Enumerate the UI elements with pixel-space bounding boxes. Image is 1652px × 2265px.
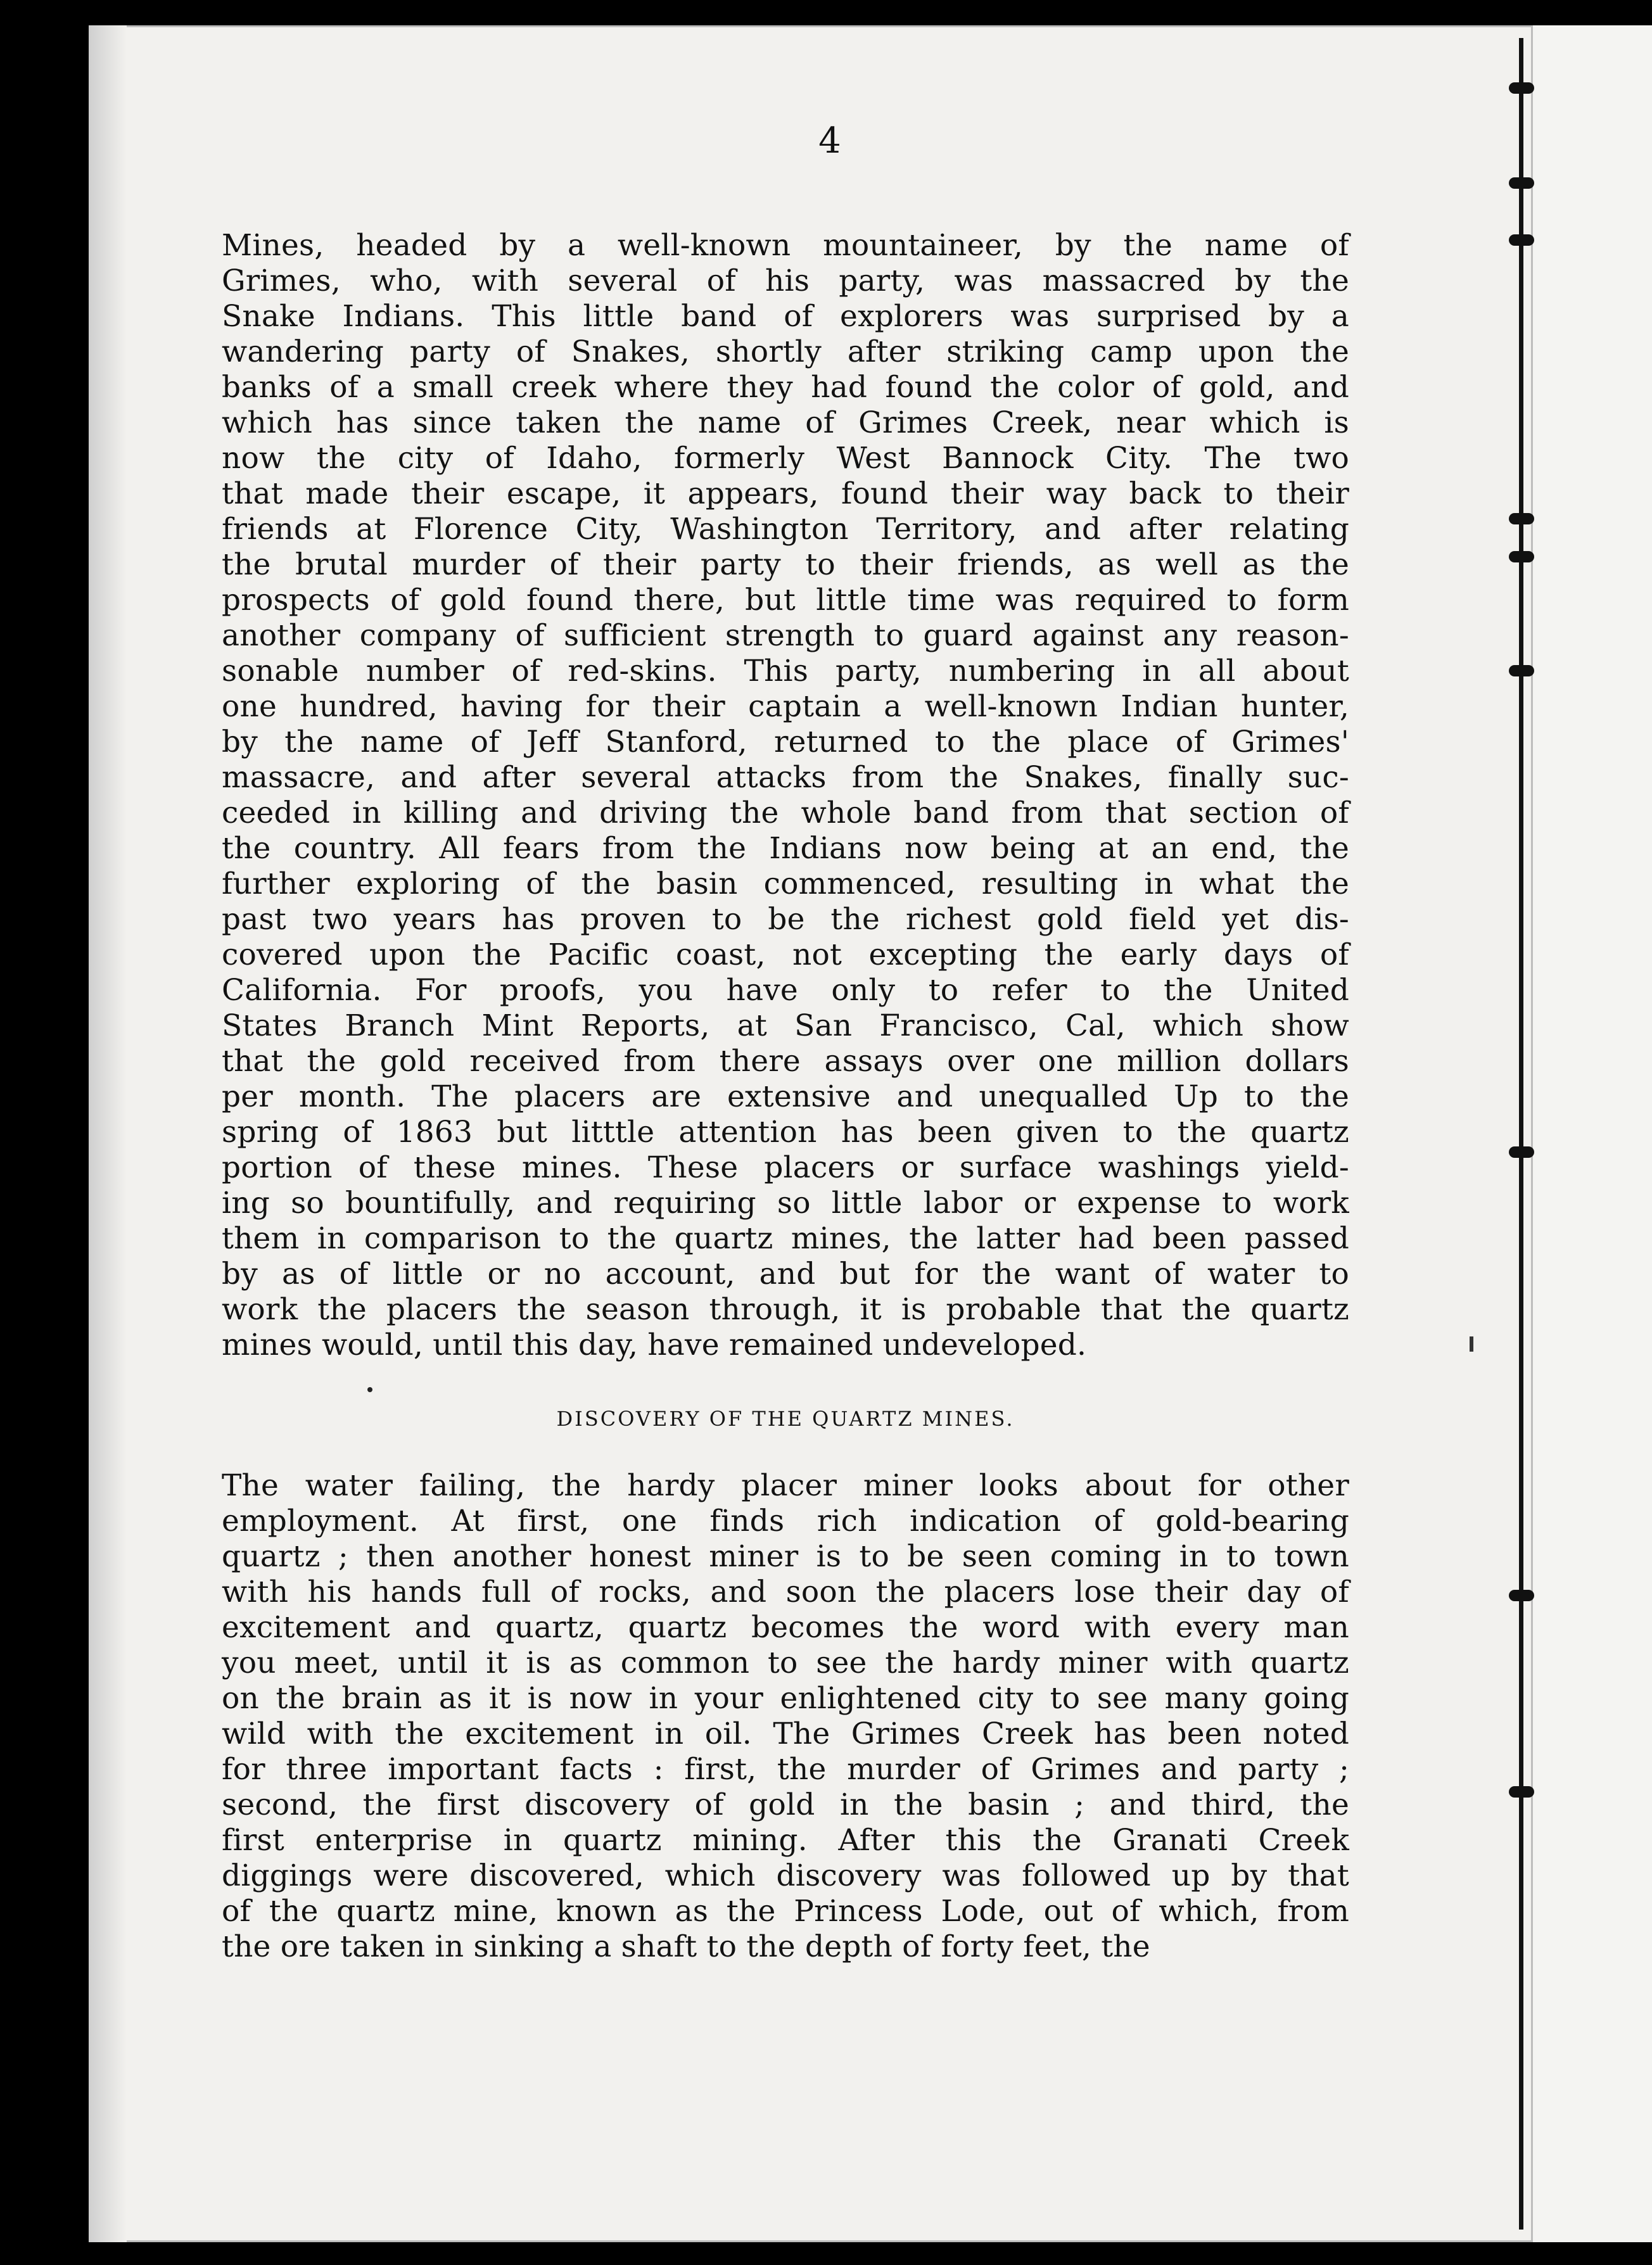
text-line: Mines, headed by a well-known mountaineer, by the name of [222, 228, 1349, 263]
ink-dot [367, 1387, 372, 1392]
text-line: quartz ; then another honest miner is to be seen coming in to town [222, 1539, 1349, 1574]
text-line: further exploring of the basin commenced, resulting in what the [222, 866, 1349, 901]
text-line: the brutal murder of their party to their friends, as well as the [222, 547, 1349, 582]
facing-page-edge [1533, 25, 1652, 2242]
text-line: prospects of gold found there, but little time was required to form [222, 583, 1349, 618]
text-line: friends at Florence City, Washington Territory, and after relating [222, 512, 1349, 547]
text-line: by as of little or no account, and but for the want of water to [222, 1257, 1349, 1291]
text-line: employment. At first, one finds rich indication of gold-bearing [222, 1504, 1349, 1539]
text-line: banks of a small creek where they had found the color of gold, and [222, 370, 1349, 405]
text-line: one hundred, having for their captain a well-known Indian hunter, [222, 689, 1349, 724]
stitch-knot [1509, 1786, 1534, 1798]
paragraph-2 [222, 1468, 1349, 1965]
text-line: California. For proofs, you have only to refer to the United [222, 973, 1349, 1008]
text-line: massacre, and after several attacks from the Snakes, finally suc- [222, 760, 1349, 795]
stitch-knot [1509, 551, 1534, 562]
section-heading: DISCOVERY OF THE QUARTZ MINES. [556, 1407, 1015, 1431]
text-line: mines would, until this day, have remained undeveloped. [222, 1328, 1087, 1362]
stitch-knot [1509, 513, 1534, 524]
margin-mark [1470, 1336, 1473, 1352]
text-line: that made their escape, it appears, found their way back to their [222, 476, 1349, 511]
text-line: spring of 1863 but litttle attention has been given to the quartz [222, 1115, 1349, 1150]
page-shadow [89, 25, 127, 2242]
text-line: States Branch Mint Reports, at San Francisco, Cal, which show [222, 1008, 1349, 1043]
text-line: The water failing, the hardy placer miner looks about for other [222, 1468, 1349, 1503]
text-line: the ore taken in sinking a shaft to the depth of forty feet, the [222, 1929, 1150, 1964]
paragraph-1 [222, 228, 1349, 1363]
text-line: ceeded in killing and driving the whole band from that section of [222, 796, 1349, 830]
stitch-knot [1509, 234, 1534, 246]
text-line: covered upon the Pacific coast, not excepting the early days of [222, 937, 1349, 972]
text-line: the country. All fears from the Indians now being at an end, the [222, 831, 1349, 866]
text-line: past two years has proven to be the richest gold field yet dis- [222, 902, 1349, 937]
text-line: ing so bountifully, and requiring so little labor or expense to work [222, 1186, 1349, 1221]
text-line: second, the first discovery of gold in the basin ; and third, the [222, 1787, 1349, 1822]
stitch-knot [1509, 665, 1534, 676]
text-line: diggings were discovered, which discovery was followed up by that [222, 1858, 1349, 1893]
text-line: work the placers the season through, it is probable that the quartz [222, 1292, 1349, 1327]
book-page [89, 25, 1533, 2242]
binding-stitching [1501, 25, 1539, 2242]
text-line: Grimes, who, with several of his party, was massacred by the [222, 263, 1349, 298]
binding-thread [1519, 38, 1523, 2230]
text-line: now the city of Idaho, formerly West Bannock City. The two [222, 441, 1349, 476]
stitch-knot [1509, 177, 1534, 189]
text-line: wandering party of Snakes, shortly after striking camp upon the [222, 334, 1349, 369]
text-line: sonable number of red-skins. This party, numbering in all about [222, 654, 1349, 688]
text-line: excitement and quartz, quartz becomes the word with every man [222, 1610, 1349, 1645]
text-line: with his hands full of rocks, and soon the placers lose their day of [222, 1575, 1349, 1609]
text-line: that the gold received from there assays over one million dollars [222, 1044, 1349, 1079]
text-line: Snake Indians. This little band of explorers was surprised by a [222, 299, 1349, 334]
text-line: by the name of Jeff Stanford, returned to the place of Grimes' [222, 725, 1349, 759]
page-number: 4 [818, 120, 841, 162]
text-line: them in comparison to the quartz mines, the latter had been passed [222, 1221, 1349, 1256]
page-body [222, 228, 1349, 1965]
stitch-knot [1509, 1146, 1534, 1158]
text-line: on the brain as it is now in your enlightened city to see many going [222, 1681, 1349, 1716]
text-line: which has since taken the name of Grimes Creek, near which is [222, 405, 1349, 440]
text-line: of the quartz mine, known as the Princess Lode, out of which, from [222, 1894, 1349, 1929]
text-line: for three important facts : first, the murder of Grimes and party ; [222, 1752, 1349, 1787]
text-line: another company of sufficient strength to guard against any reason- [222, 618, 1349, 653]
text-line: first enterprise in quartz mining. After this the Granati Creek [222, 1823, 1349, 1858]
text-line: you meet, until it is as common to see the hardy miner with quartz [222, 1646, 1349, 1680]
text-line: portion of these mines. These placers or surface washings yield- [222, 1150, 1349, 1185]
stitch-knot [1509, 82, 1534, 94]
stitch-knot [1509, 1590, 1534, 1601]
text-line: per month. The placers are extensive and unequalled Up to the [222, 1079, 1349, 1114]
text-line: wild with the excitement in oil. The Grimes Creek has been noted [222, 1716, 1349, 1751]
